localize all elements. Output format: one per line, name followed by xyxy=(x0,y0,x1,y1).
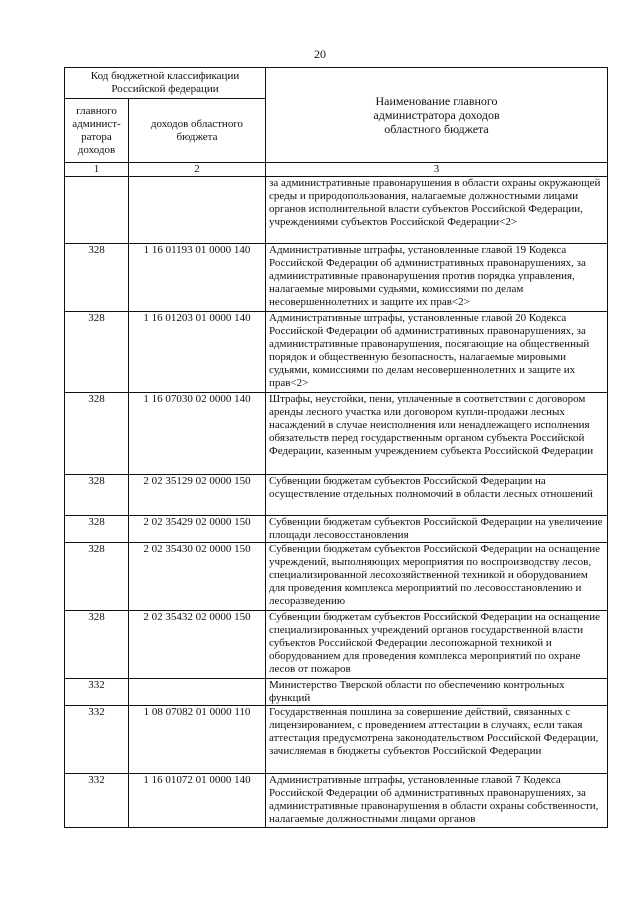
column-number: 1 xyxy=(65,163,129,177)
admin-code: 332 xyxy=(65,679,129,706)
column-number: 2 xyxy=(129,163,266,177)
income-code: 2 02 35129 02 0000 150 xyxy=(129,475,266,516)
table-row xyxy=(65,611,608,679)
income-code: 1 16 01193 01 0000 140 xyxy=(129,244,266,312)
income-name: Штрафы, неустойки, пени, уплаченные в соответствии с договором аренды лесного участка или договором купли-продажи лесных насаждений в случае неисполнения или ненадлежащего исполнения обязательств перед государственным органом субъекта Российской Федерации, казенным учреждением субъекта Российской Федерации xyxy=(266,393,608,475)
income-name: Субвенции бюджетам субъектов Российской Федерации на увеличение площади лесовосстановления xyxy=(266,516,608,543)
column-number: 3 xyxy=(266,163,608,177)
income-name: Административные штрафы, установленные главой 7 Кодекса Российской Федерации об административных правонарушениях, за административные правонарушения в области охраны собственности, налагаемые должностными лицами органов xyxy=(266,774,608,828)
table-row xyxy=(65,774,608,828)
income-code: 2 02 35432 02 0000 150 xyxy=(129,611,266,679)
table-row xyxy=(65,177,608,244)
income-code xyxy=(129,177,266,244)
admin-code: 328 xyxy=(65,611,129,679)
admin-code: 328 xyxy=(65,475,129,516)
admin-column-header: главного админист-ратора доходов xyxy=(65,99,129,163)
income-code: 2 02 35430 02 0000 150 xyxy=(129,543,266,611)
admin-code: 328 xyxy=(65,393,129,475)
income-code: 1 16 07030 02 0000 140 xyxy=(129,393,266,475)
income-name: Субвенции бюджетам субъектов Российской Федерации на оснащение учреждений, выполняющих мероприятия по воспроизводству лесов, специализированной лесохозяйственной техникой и оборудованием для проведения комплекса мероприятий по лесовосстановлению и лесоразведению xyxy=(266,543,608,611)
income-name: Административные штрафы, установленные главой 19 Кодекса Российской Федерации об административных правонарушениях, за административные правонарушения против порядка управления, налагаемые мировыми судьями, комиссиями по делам несовершеннолетних и защите их прав<2> xyxy=(266,244,608,312)
income-code: 1 16 01072 01 0000 140 xyxy=(129,774,266,828)
kbk-group-header: Код бюджетной классификации Российской федерации xyxy=(65,68,266,99)
table-row xyxy=(65,516,608,543)
admin-code xyxy=(65,177,129,244)
income-name: за административные правонарушения в области охраны окружающей среды и природопользования, налагаемые должностными лицами органов исполнительной власти субъектов Российской Федерации, учреждениями субъектов Российской Федерации<2> xyxy=(266,177,608,244)
table-row xyxy=(65,475,608,516)
admin-code: 328 xyxy=(65,516,129,543)
table-row xyxy=(65,543,608,611)
admin-code: 328 xyxy=(65,543,129,611)
income-code: 1 16 01203 01 0000 140 xyxy=(129,312,266,393)
table-row-section xyxy=(65,679,608,706)
admin-code: 328 xyxy=(65,312,129,393)
income-name: Государственная пошлина за совершение действий, связанных с лицензированием, с проведением аттестации в случаях, если такая аттестация предусмотрена законодательством Российской Федерации, зачисляемая в бюджеты субъектов Российской Федерации xyxy=(266,706,608,774)
table-row xyxy=(65,312,608,393)
table-row xyxy=(65,393,608,475)
income-code: 2 02 35429 02 0000 150 xyxy=(129,516,266,543)
admin-code: 332 xyxy=(65,706,129,774)
income-name: Субвенции бюджетам субъектов Российской Федерации на осуществление отдельных полномочий в области лесных отношений xyxy=(266,475,608,516)
table-row xyxy=(65,706,608,774)
income-column-header: доходов областного бюджета xyxy=(129,99,266,163)
income-name: Субвенции бюджетам субъектов Российской Федерации на оснащение специализированных учреждений органов государственной власти субъектов Российской Федерации лесопожарной техникой и оборудованием для проведения комплекса мероприятий по охране лесов от пожаров xyxy=(266,611,608,679)
income-code xyxy=(129,679,266,706)
table-row xyxy=(65,244,608,312)
income-code: 1 08 07082 01 0000 110 xyxy=(129,706,266,774)
income-name: Административные штрафы, установленные главой 20 Кодекса Российской Федерации об административных правонарушениях, за административные правонарушения, посягающие на общественный порядок и общественную безопасность, налагаемые мировыми судьями, комиссиями по делам несовершеннолетних и защите их прав<2> xyxy=(266,312,608,393)
name-column-header: Наименование главного администратора доходов областного бюджета xyxy=(266,68,608,163)
section-title: Министерство Тверской области по обеспечению контрольных функций xyxy=(266,679,608,706)
page-number: 20 xyxy=(314,47,326,61)
admin-code: 332 xyxy=(65,774,129,828)
admin-code: 328 xyxy=(65,244,129,312)
column-numbers-row xyxy=(65,163,608,177)
budget-classification-table xyxy=(64,67,608,828)
